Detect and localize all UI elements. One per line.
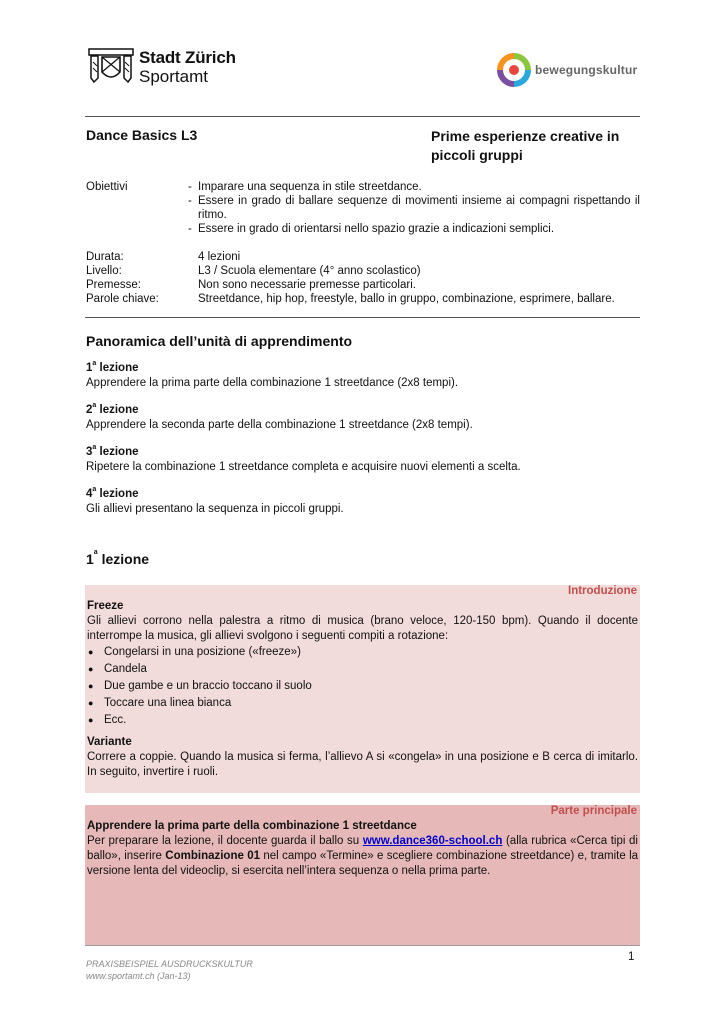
intro-title: Freeze <box>87 600 124 612</box>
footer-divider <box>85 945 640 946</box>
objective-item: - Essere in grado di orientarsi nello spazio grazie a indicazioni semplici. <box>188 223 555 235</box>
overview-lesson-1-text: Apprendere la prima parte della combinazione 1 streetdance (2x8 tempi). <box>86 377 459 389</box>
intro-box <box>85 585 640 793</box>
objectives-label: Obiettivi <box>86 181 128 193</box>
main-part-box <box>85 805 640 945</box>
intro-text: Gli allievi corrono nella palestra a ritmo di musica (brano veloce, 120-150 bpm). Quando il docente interrompe la musica, gli allievi svolgono i seguenti compiti a rotazione: <box>87 615 638 642</box>
list-item: ● Ecc. <box>87 712 638 729</box>
variant-title: Variante <box>87 736 132 748</box>
department-name: Sportamt <box>139 67 208 86</box>
duration-label: Durata: <box>86 251 124 263</box>
variant-text: Correre a coppie. Quando la musica si ferma, l’allievo A si «congela» in una posizione e B cerca di imitarlo. In seguito, invertire i ruoli. <box>87 751 638 778</box>
bewegungskultur-logo-icon <box>497 53 531 87</box>
main-part-text: Per preparare la lezione, il docente guarda il ballo su www.dance360-school.ch (alla rubrica «Cerca tipi di ballo», inserire Combinazione 01 nel campo «Termine» e scegliere combinazione streetdance) e, tramite la versione lenta del videoclip, si esercita nell’intera sequenza o nella prima parte. <box>87 835 639 877</box>
unit-title: Dance Basics L3 <box>86 127 198 143</box>
objectives-list <box>188 180 640 236</box>
intro-tag: Introduzione <box>568 585 637 597</box>
footer-line-1: PRAXISBEISPIEL AUSDRUCKSKULTUR <box>86 959 253 969</box>
list-item: ● Due gambe e un braccio toccano il suolo <box>87 678 638 695</box>
footer-line-2: www.sportamt.ch (Jan-13) <box>86 971 191 981</box>
unit-subtitle: Prime esperienze creative in piccoli gruppi <box>431 128 620 163</box>
lesson-1-title: 1$^a$ lezione <box>86 549 150 567</box>
duration-value: 4 lezioni <box>198 251 241 263</box>
prereq-label: Premesse: <box>86 279 141 291</box>
main-part-title: Apprendere la prima parte della combinazione 1 streetdance <box>87 820 417 832</box>
objective-item: - Imparare una sequenza in stile streetdance. <box>188 181 422 193</box>
overview-lesson-2-heading: 2$^a$ lezione <box>86 402 139 416</box>
partner-logo-text: bewegungskultur <box>535 63 638 77</box>
main-part-content <box>87 819 638 879</box>
dance360-link[interactable]: www.dance360-school.ch <box>362 835 503 847</box>
objective-item: - Essere in grado di ballare sequenze di movimenti insieme ai compagni rispettando il ritmo. <box>188 195 640 221</box>
overview-lesson-2-text: Apprendere la seconda parte della combinazione 1 streetdance (2x8 tempi). <box>86 419 473 431</box>
header-divider <box>85 116 640 117</box>
list-item: ● Congelarsi in una posizione («freeze») <box>87 644 638 661</box>
intro-task-list <box>87 644 638 729</box>
info-divider <box>85 317 640 318</box>
main-part-tag: Parte principale <box>550 805 637 817</box>
footer-text <box>86 958 253 982</box>
zurich-crest-logo <box>88 48 134 84</box>
overview-lesson-1-heading: 1$^a$ lezione <box>86 360 139 374</box>
overview-lesson-3-text: Ripetere la combinazione 1 streetdance completa e acquisire nuovi elementi a scelta. <box>86 461 521 473</box>
list-item: ● Toccare una linea bianca <box>87 695 638 712</box>
list-item: ● Candela <box>87 661 638 678</box>
overview-lesson-4-heading: 4$^a$ lezione <box>86 486 139 500</box>
level-label: Livello: <box>86 265 122 277</box>
intro-content <box>87 599 638 780</box>
city-name: Stadt Zürich <box>139 48 236 67</box>
overview-lesson-4-text: Gli allievi presentano la sequenza in piccoli gruppi. <box>86 503 344 515</box>
prereq-value: Non sono necessarie premesse particolari. <box>198 279 416 291</box>
keywords-value: Streetdance, hip hop, freestyle, ballo in gruppo, combinazione, esprimere, ballare. <box>198 293 615 305</box>
page-number: 1 <box>628 951 635 963</box>
overview-lesson-3-heading: 3$^a$ lezione <box>86 444 139 458</box>
keywords-label: Parole chiave: <box>86 293 159 305</box>
level-value: L3 / Scuola elementare (4° anno scolastico) <box>198 265 421 277</box>
overview-title: Panoramica dell’unità di apprendimento <box>86 333 353 349</box>
